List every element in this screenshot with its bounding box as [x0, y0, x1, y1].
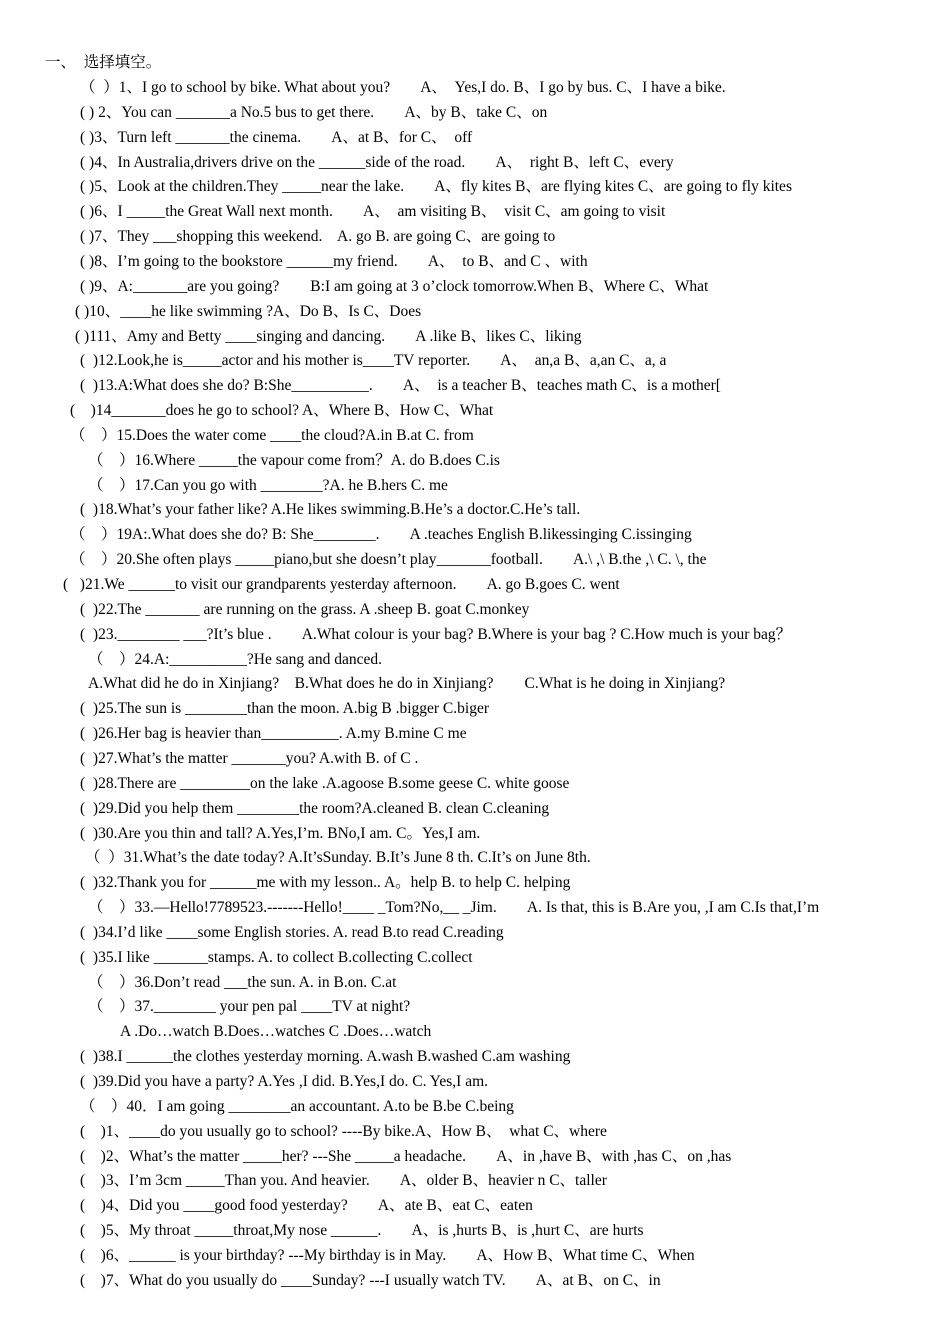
question-line: ( )22.The _______ are running on the grass. A .sheep B. goat C.monkey	[80, 600, 530, 618]
question-line: （ ）1、I go to school by bike. What about you? A、 Yes,I do. B、I go by bus. C、I have a bike.	[80, 79, 726, 96]
question-line: （ ）31.What’s the date today? A.It’sSunday. B.It’s June 8 th. C.It’s on June 8th.	[85, 849, 591, 867]
question-line: ( )4、Did you ____good food yesterday? A、ate B、eat C、eaten	[80, 1197, 533, 1215]
question-line: ( )8、I’m going to the bookstore ______my friend. A、 to B、and C 、with	[80, 252, 588, 270]
question-line: ( ) 2、You can _______a No.5 bus to get there. A、by B、take C、on	[80, 103, 548, 121]
question-line: ( )5、Look at the children.They _____near the lake. A、fly kites B、are flying kites C、are going to fly kites	[80, 178, 792, 196]
question-line: ( )27.What’s the matter _______you? A.with B. of C .	[80, 749, 419, 767]
question-line: ( )4、In Australia,drivers drive on the ______side of the road. A、 right B、left C、every	[80, 153, 674, 171]
question-line: ( )7、They ___shopping this weekend. A. go B. are going C、are going to	[80, 228, 556, 246]
question-line: ( )28.There are _________on the lake .A.agoose B.some geese C. white goose	[80, 774, 570, 792]
question-line: ( )12.Look,he is_____actor and his mother is____TV reporter. A、 an,a B、a,an C、a, a	[80, 352, 667, 370]
question-line: ( )29.Did you help them ________the room?A.cleaned B. clean C.cleaning	[80, 799, 550, 817]
question-line: ( )30.Are you thin and tall? A.Yes,I’m. BNo,I am. C。Yes,I am.	[80, 824, 481, 842]
question-line: ( )111、Amy and Betty ____singing and dancing. A .like B、likes C、liking	[75, 327, 582, 345]
question-line: ( )2、What’s the matter _____her? ---She _____a headache. A、in ,have B、with ,has C、on ,has	[80, 1147, 732, 1165]
question-line: ( )14_______does he go to school? A、Where B、How C、What	[70, 402, 494, 420]
question-line: ( )39.Did you have a party? A.Yes ,I did. B.Yes,I do. C. Yes,I am.	[80, 1073, 489, 1090]
question-line: （ ）17.Can you go with ________?A. he B.hers C. me	[88, 476, 448, 494]
question-line: ( )5、My throat _____throat,My nose ______. A、is ,hurts B、is ,hurt C、are hurts	[80, 1222, 644, 1240]
question-line: （ ）24.A:__________?He sang and danced.	[88, 650, 383, 668]
question-line: （ ）15.Does the water come ____the cloud?A.in B.at C. from	[70, 426, 474, 444]
question-line: ( )25.The sun is ________than the moon. A.big B .bigger C.biger	[80, 700, 489, 718]
question-line: ( )6、______ is your birthday? ---My birthday is in May. A、How B、What time C、When	[80, 1246, 695, 1264]
question-line: ( )21.We ______to visit our grandparents yesterday afternoon. A. go B.goes C. went	[63, 576, 620, 593]
question-line: （ ）40．I am going ________an accountant. A.to be B.be C.being	[80, 1097, 514, 1115]
question-line: ( )10、____he like swimming ?A、Do B、Is C、Does	[75, 302, 422, 320]
question-line: ( )3、I’m 3cm _____Than you. And heavier. A、older B、heavier n C、taller	[80, 1172, 607, 1190]
question-line: ( )38.I ______the clothes yesterday morning. A.wash B.washed C.am washing	[80, 1048, 571, 1066]
question-line: ( )9、A:_______are you going? B:I am going at 3 o’clock tomorrow.When B、Where C、What	[80, 277, 709, 295]
question-line: ( )32.Thank you for ______me with my lesson.. A。help B. to help C. helping	[80, 874, 571, 892]
question-line: （ ）33.—Hello!7789523.-------Hello!____ _Tom?No,__ _Jim. A. Is that, this is B.Are you, ,I am C.Is that,I’m	[88, 899, 820, 917]
question-line: （ ）36.Don’t read ___the sun. A. in B.on. C.at	[88, 973, 397, 991]
question-line: ( )26.Her bag is heavier than__________. A.my B.mine C me	[80, 725, 467, 743]
question-line: （ ）37.________ your pen pal ____TV at night?	[88, 998, 411, 1016]
question-line: （ ）19A:.What does she do? B: She________. A .teaches English B.likessinging C.issinging	[70, 526, 692, 544]
section-title: 一、 选择填空。	[45, 54, 162, 71]
question-line: ( )34.I’d like ____some English stories. A. read B.to read C.reading	[80, 923, 504, 941]
question-line: ( )3、Turn left _______the cinema. A、at B、for C、 off	[80, 128, 473, 146]
question-line: ( )7、What do you usually do ____Sunday? ---I usually watch TV. A、at B、on C、in	[80, 1271, 661, 1289]
question-line: ( )1、____do you usually go to school? ----By bike.A、How B、 what C、where	[80, 1122, 607, 1140]
question-line: ( )6、I _____the Great Wall next month. A、 am visiting B、 visit C、am going to visit	[80, 203, 666, 221]
question-line: A .Do…watch B.Does…watches C .Does…watch	[120, 1023, 432, 1041]
question-line: A.What did he do in Xinjiang? B.What does he do in Xinjiang? C.What is he doing in Xinjiang?	[88, 675, 726, 693]
question-line: ( )13.A:What does she do? B:She__________. A、 is a teacher B、teaches math C、is a mother[	[80, 377, 721, 395]
question-line: ( )23.________ ___?It’s blue . A.What colour is your bag? B.Where is your bag ? C.How much is your bag？	[80, 625, 792, 643]
question-line: ( )18.What’s your father like? A.He likes swimming.B.He’s a doctor.C.He’s tall.	[80, 501, 581, 519]
question-line: （ ）20.She often plays _____piano,but she doesn’t play_______football. A.\ ,\ B.the ,\ C. \, the	[70, 551, 707, 569]
question-line: ( )35.I like _______stamps. A. to collect B.collecting C.collect	[80, 948, 473, 966]
question-line: （ ）16.Where _____the vapour come from？A. do B.does C.is	[88, 451, 500, 469]
